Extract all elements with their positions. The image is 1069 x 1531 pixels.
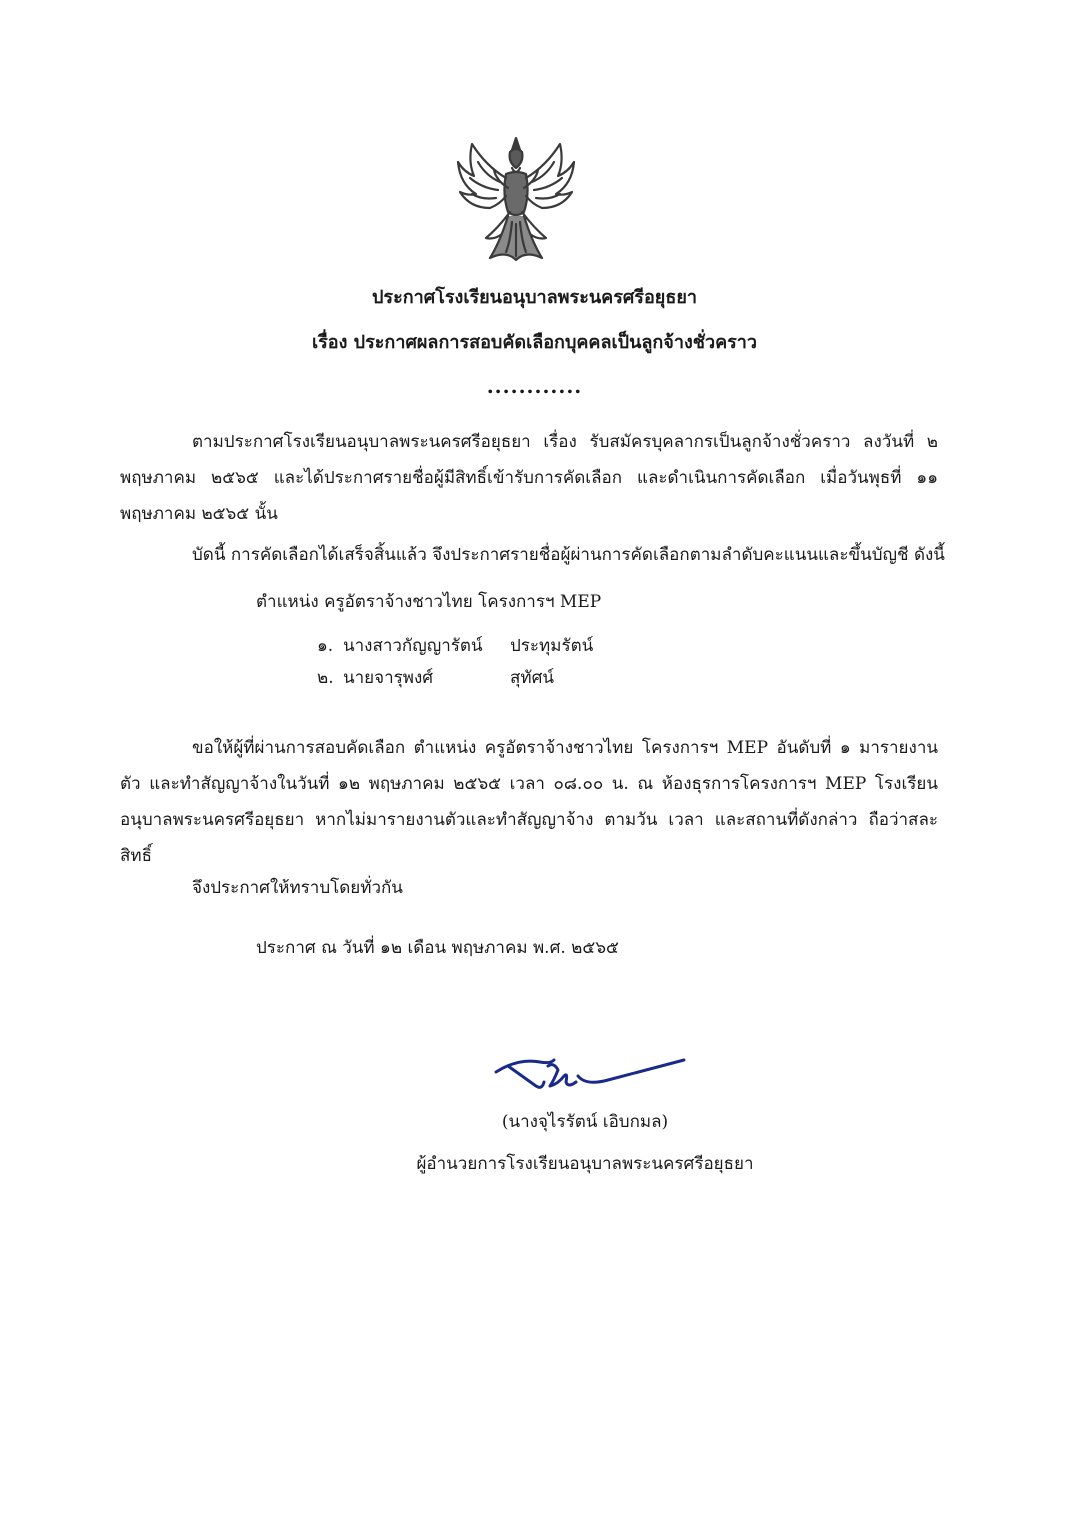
closing-line: จึงประกาศให้ทราบโดยทั่วกัน [192,878,403,898]
candidate-2-number: ๒. [317,668,334,688]
paragraph-1-text: ตามประกาศโรงเรียนอนุบาลพระนครศรีอยุธยา เรื่อง รับสมัครบุคลากรเป็นลูกจ้างชั่วคราว ลงวันที่ ๒ พฤษภาคม ๒๕๖๕ และได้ประกาศรายชื่อผู้มีสิทธิ์เข้ารับการคัดเลือก และดำเนินการคัดเลือก เมื่อวันพุธที่ ๑๑ พฤษภาคม ๒๕๖๕ นั้น [120,432,938,524]
separator: ............ [486,374,583,398]
signer-name: (นางจุไรรัตน์ เอิบกมล) [501,1112,669,1132]
signer-title: ผู้อำนวยการโรงเรียนอนุบาลพระนครศรีอยุธยา [416,1154,754,1174]
paragraph-1 [120,424,938,532]
paragraph-3-text: ขอให้ผู้ที่ผ่านการสอบคัดเลือก ตำแหน่ง ครูอัตราจ้างชาวไทย โครงการฯ MEP อันดับที่ ๑ มารายงาน ตัว และทำสัญญาจ้างในวันที่ ๑๒ พฤษภาคม ๒๕๖๕ เวลา ๐๘.๐๐ น. ณ ห้องธุรการโครงการฯ MEP โรงเรียนอนุบาลพระนครศรีอยุธยา หากไม่มารายงานตัวและทำสัญญาจ้าง ตามวัน เวลา และสถานที่ดังกล่าว ถือว่าสละสิทธิ์ [120,738,938,866]
candidate-2-last-name: สุทัศน์ [510,668,554,688]
announcement-subject: เรื่อง ประกาศผลการสอบคัดเลือกบุคคลเป็นลูกจ้างชั่วคราว [311,332,758,353]
garuda-emblem-icon [450,132,582,266]
paragraph-3 [120,730,938,874]
signature-icon [488,1046,688,1106]
announcement-title: ประกาศโรงเรียนอนุบาลพระนครศรีอยุธยา [372,287,697,308]
candidate-1-first-name: นางสาวกัญญารัตน์ [343,636,483,656]
paragraph-2: บัดนี้ การคัดเลือกได้เสร็จสิ้นแล้ว จึงประกาศรายชื่อผู้ผ่านการคัดเลือกตามลำดับคะแนนและขึ้นบัญชี ดังนี้ [192,545,945,565]
candidate-2-first-name: นายจารุพงศ์ [343,668,434,688]
date-line: ประกาศ ณ วันที่ ๑๒ เดือน พฤษภาคม พ.ศ. ๒๕๖๕ [256,938,619,958]
candidate-1-last-name: ประทุมรัตน์ [510,636,594,656]
position-line: ตำแหน่ง ครูอัตราจ้างชาวไทย โครงการฯ MEP [256,592,602,612]
candidate-1-number: ๑. [317,636,334,656]
